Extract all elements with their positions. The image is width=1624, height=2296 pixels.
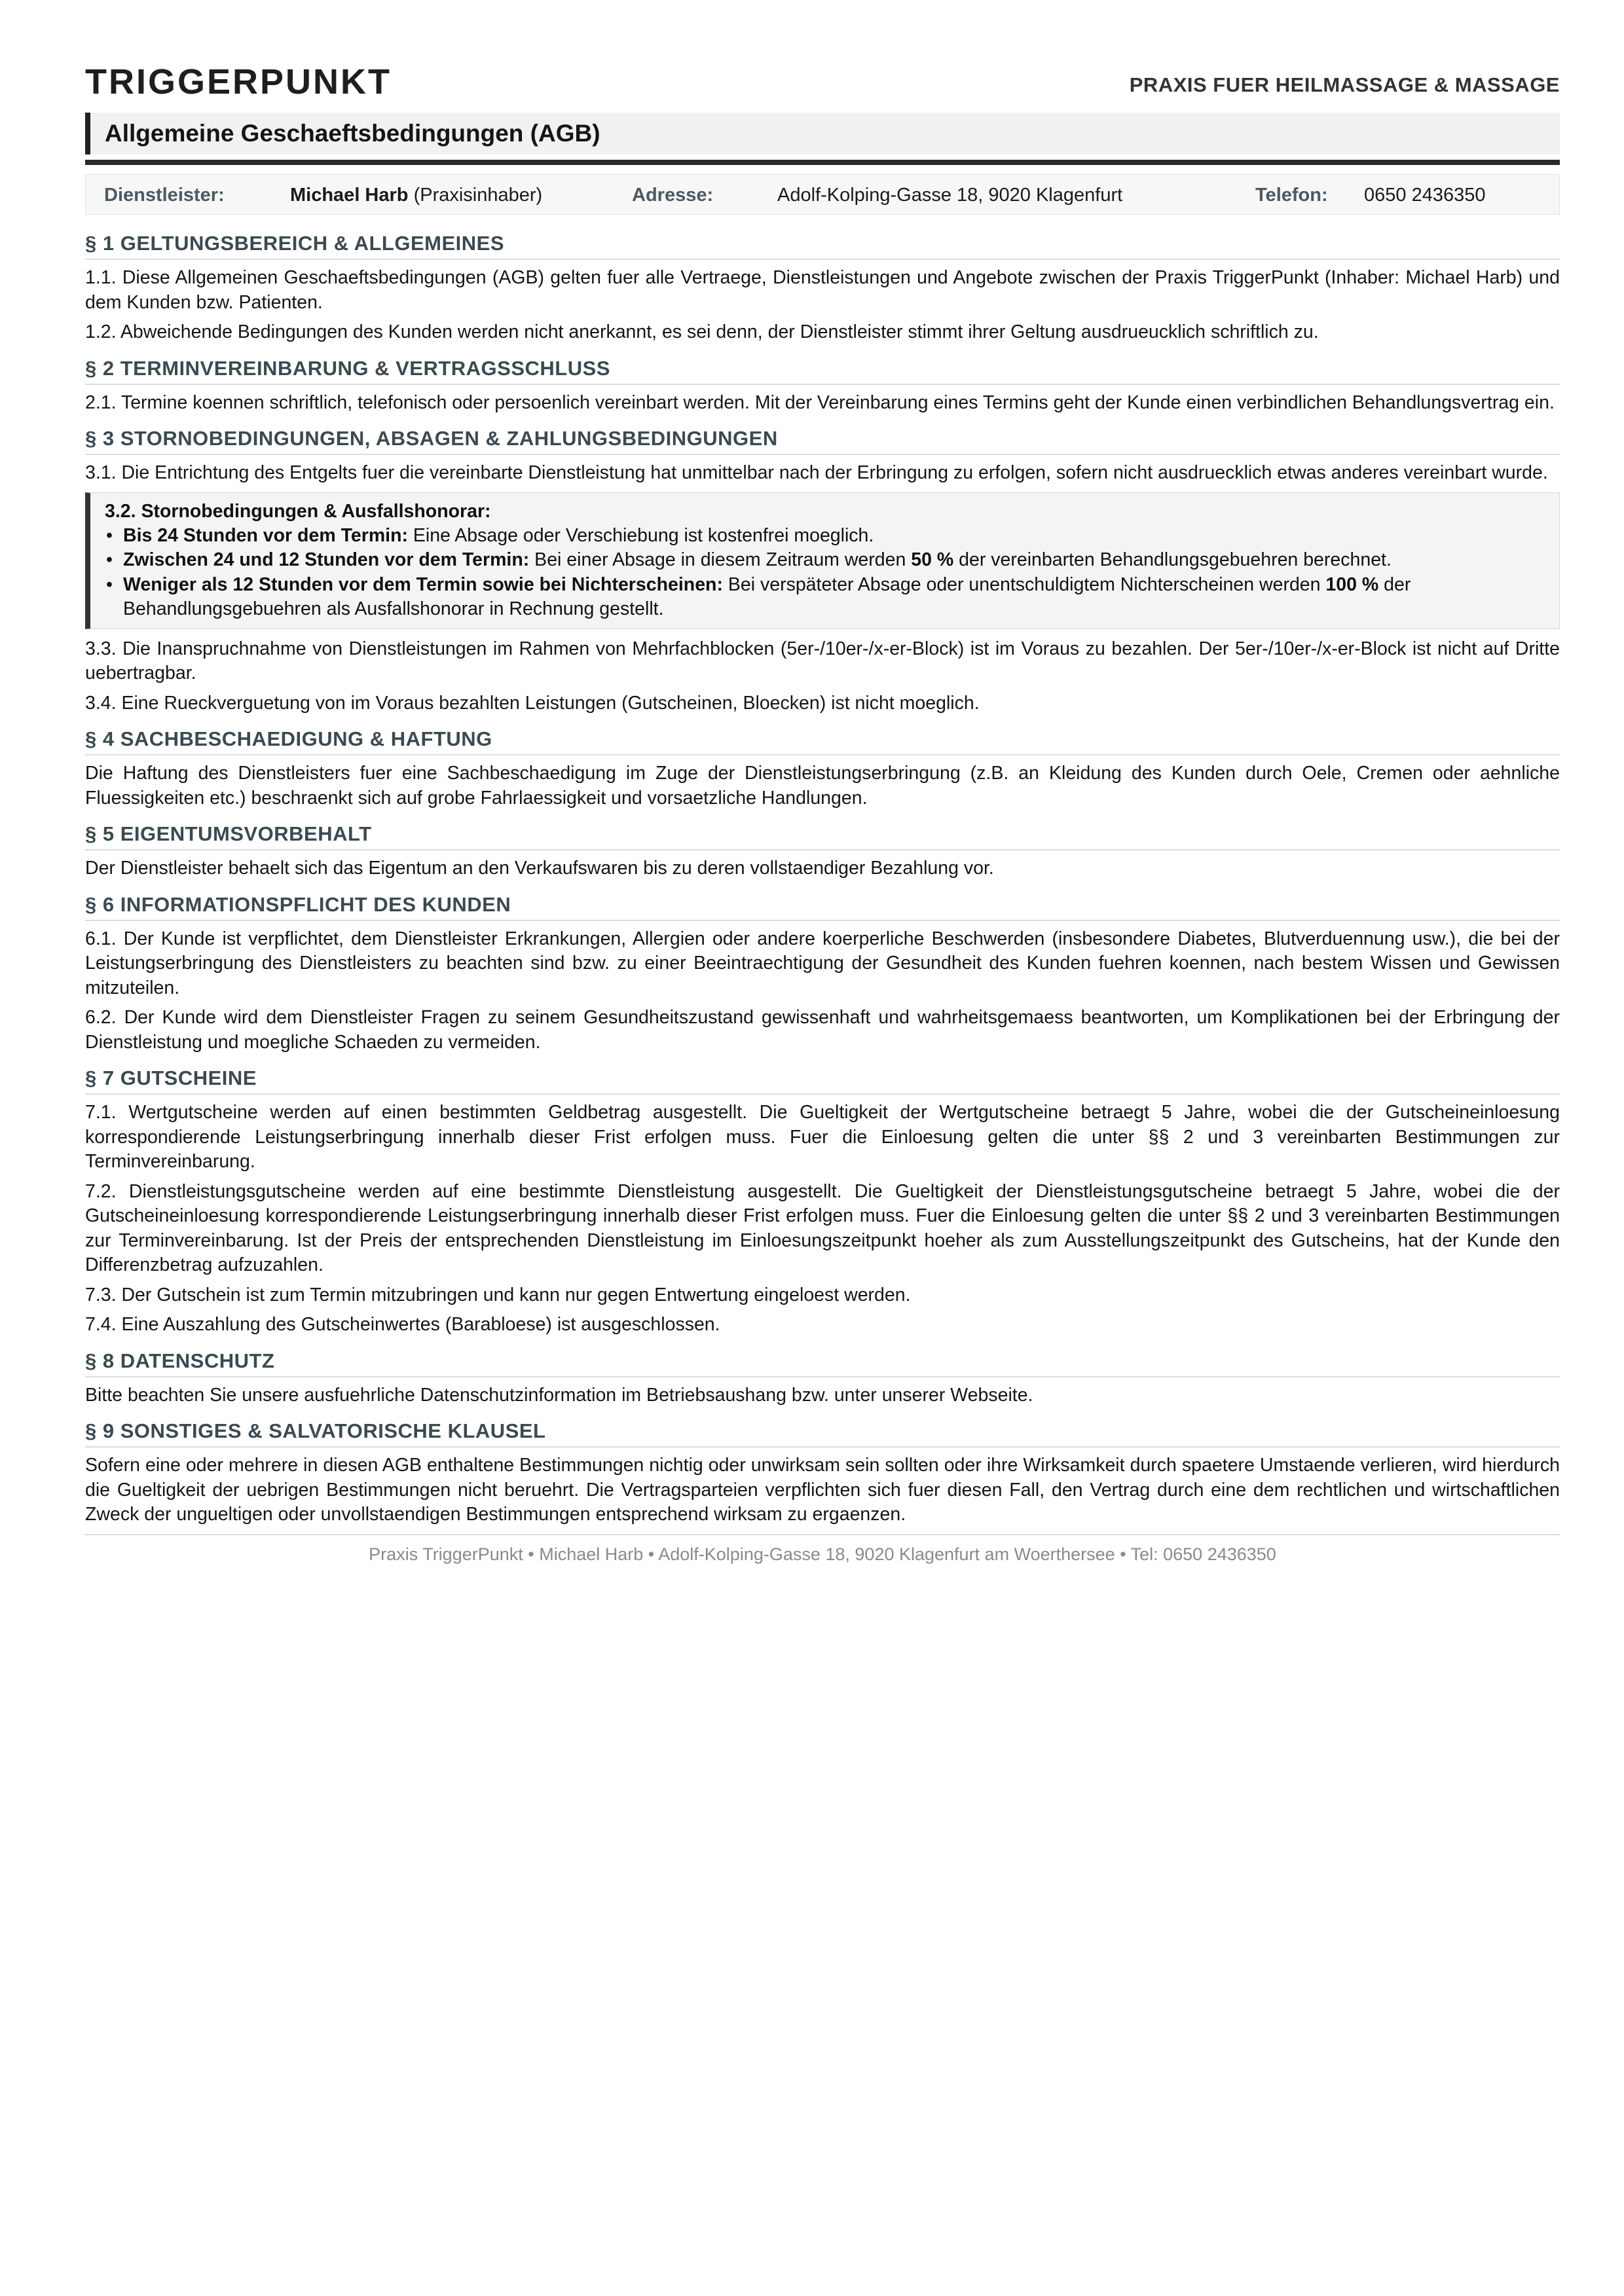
section-4-heading: § 4 SACHBESCHAEDIGUNG & HAFTUNG xyxy=(85,727,1560,756)
paragraph-7-3: 7.3. Der Gutschein ist zum Termin mitzubringen und kann nur gegen Entwertung eingeloest werden. xyxy=(85,1284,911,1305)
rule-timeframe: Weniger als 12 Stunden vor dem Termin sowie bei Nichterscheinen: xyxy=(123,574,723,595)
paragraph-1-1: 1.1. Diese Allgemeinen Geschaeftsbedingungen (AGB) gelten fuer alle Vertraege, Dienstleistungen und Angebote zwischen der Praxis TriggerPunkt (Inhaber: Michael Harb) und dem Kunden bzw. Patienten. xyxy=(85,267,1560,313)
paragraph-4: Die Haftung des Dienstleisters fuer eine Sachbeschaedigung im Zuge der Dienstleistungserbringung (z.B. an Kleidung des Kunden durch Oele, Cremen oder aehnliche Fluessigkeiten etc.) beschraenkt sich auf grobe Fahrlaessigkeit und vorsaetzliche Handlungen. xyxy=(85,763,1560,809)
document-page xyxy=(85,52,1560,1565)
section-1-heading: § 1 GELTUNGSBEREICH & ALLGEMEINES xyxy=(85,232,1560,260)
rule-text: Bei verspäteter Absage oder unentschuldigtem Nichterscheinen werden xyxy=(722,574,1326,595)
document-header xyxy=(85,52,1560,100)
paragraph-7-2: 7.2. Dienstleistungsgutscheine werden auf eine bestimmte Dienstleistung ausgestellt. Die Gueltigkeit der Dienstleistungsgutscheine betraegt 5 Jahre, wobei die der Gutscheineinloesung korrespondierende Leistungserbringung innerhalb dieser Frist erfolgen muss. Fuer die Einloesung gelten die unter §§ 2 und 3 vereinbarten Bestimmungen zur Terminvereinbarung. Ist der Preis der entsprechenden Dienstleistung im Einloesungszeitpunkt hoeher als zum Ausstellungszeitpunkt des Gutscheins, hat der Kunde den Differenzbetrag aufzuzahlen. xyxy=(85,1180,1560,1275)
bullet-icon: • xyxy=(106,574,113,595)
provider-value xyxy=(290,185,542,206)
rule-timeframe: Zwischen 24 und 12 Stunden vor dem Termin: xyxy=(123,549,530,570)
section-8-heading: § 8 DATENSCHUTZ xyxy=(85,1349,1560,1377)
paragraph-6-2: 6.2. Der Kunde wird dem Dienstleister Fragen zu seinem Gesundheitszustand gewissenhaft und wahrheitsgemaess beantworten, um Komplikationen bei der Erbringung der Dienstleistung und moegliche Schaeden zu vermeiden. xyxy=(85,1007,1560,1053)
paragraph-9: Sofern eine oder mehrere in diesen AGB enthaltene Bestimmungen nichtig oder unwirksam sein sollten oder ihre Wirksamkeit durch spaetere Umstaende verlieren, wird hierdurch die Gueltigkeit der uebrigen Bestimmungen nicht beruehrt. Die Vertragsparteien verpflichten sich fuer diesen Fall, den Vertrag durch eine dem rechtlichen und wirtschaftlichen Zweck der ungueltigen oder unvollstaendigen Bestimmungen entsprechend wirksam zu ergaenzen. xyxy=(85,1455,1560,1525)
brand-name: TRIGGERPUNKT xyxy=(85,62,392,101)
page-footer: Praxis TriggerPunkt • Michael Harb • Adolf-Kolping-Gasse 18, 9020 Klagenfurt am Woerthersee • Tel: 0650 2436350 xyxy=(369,1544,1276,1564)
paragraph-3-3: 3.3. Die Inanspruchnahme von Dienstleistungen im Rahmen von Mehrfachblocken (5er-/10er-/x-er-Block) ist im Voraus zu bezahlen. Der 5er-/10er-/x-er-Block ist nicht auf Dritte uebertragbar. xyxy=(85,638,1560,683)
section-5-heading: § 5 EIGENTUMSVORBEHALT xyxy=(85,822,1560,850)
cancellation-rule-item xyxy=(105,548,1547,573)
cancellation-rule-item xyxy=(105,573,1547,622)
phone-value: 0650 2436350 xyxy=(1364,185,1486,206)
rule-text: Bei einer Absage in diesem Zeitraum werden xyxy=(529,549,912,570)
paragraph-7-4: 7.4. Eine Auszahlung des Gutscheinwertes (Barabloese) ist ausgeschlossen. xyxy=(85,1314,720,1335)
paragraph-2-1: 2.1. Termine koennen schriftlich, telefonisch oder persoenlich vereinbart werden. Mit der Vereinbarung eines Termins geht der Kunde einen verbindlichen Behandlungsvertrag ein. xyxy=(85,392,1555,413)
paragraph-3-4: 3.4. Eine Rueckverguetung von im Voraus bezahlten Leistungen (Gutscheinen, Bloecken) ist nicht moeglich. xyxy=(85,692,980,714)
rule-text: Eine Absage oder Verschiebung ist kostenfrei moeglich. xyxy=(407,524,874,546)
cancellation-rule-item xyxy=(105,524,1547,549)
provider-label: Dienstleister: xyxy=(104,185,225,206)
paragraph-8: Bitte beachten Sie unsere ausfuehrliche Datenschutzinformation im Betriebsaushang bzw. unter unserer Webseite. xyxy=(85,1384,1033,1406)
provider-info-bar xyxy=(85,174,1560,215)
rule-text-tail: der Behandlungsgebuehren als Ausfallshonorar in Rechnung gestellt. xyxy=(123,574,1411,619)
rule-timeframe: Bis 24 Stunden vor dem Termin: xyxy=(123,524,408,546)
cancellation-terms-box xyxy=(85,492,1560,629)
terms-body xyxy=(85,232,1560,1565)
paragraph-3-1: 3.1. Die Entrichtung des Entgelts fuer die vereinbarte Dienstleistung hat unmittelbar nach der Erbringung zu erfolgen, sofern nicht ausdruecklich etwas anderes vereinbart wurde. xyxy=(85,462,1548,483)
section-6-heading: § 6 INFORMATIONSPFLICHT DES KUNDEN xyxy=(85,893,1560,921)
paragraph-7-1: 7.1. Wertgutscheine werden auf einen bestimmten Geldbetrag ausgestellt. Die Gueltigkeit der Wertgutscheine betraegt 5 Jahre, wobei die der Gutscheineinloesung korrespondierende Leistungserbringung innerhalb dieser Frist erfolgen muss. Fuer die Einloesung gelten die unter §§ 2 und 3 vereinbarten Bestimmungen zur Terminvereinbarung. xyxy=(85,1102,1560,1172)
section-7-heading: § 7 GUTSCHEINE xyxy=(85,1066,1560,1095)
bullet-icon: • xyxy=(106,524,113,546)
practice-subtitle: PRAXIS FUER HEILMASSAGE & MASSAGE xyxy=(1129,73,1560,96)
rule-text-tail: der vereinbarten Behandlungsgebuehren berechnet. xyxy=(953,549,1392,570)
paragraph-1-2: 1.2. Abweichende Bedingungen des Kunden werden nicht anerkannt, es sei denn, der Dienstleister stimmt ihrer Geltung ausdrueucklich schriftlich zu. xyxy=(85,321,1319,342)
phone-label: Telefon: xyxy=(1255,185,1328,206)
section-2-heading: § 2 TERMINVEREINBARUNG & VERTRAGSSCHLUSS xyxy=(85,357,1560,385)
footer-divider xyxy=(85,1534,1560,1535)
cancellation-terms-title: 3.2. Stornobedingungen & Ausfallshonorar: xyxy=(105,500,491,522)
section-3-heading: § 3 STORNOBEDINGUNGEN, ABSAGEN & ZAHLUNGSBEDINGUNGEN xyxy=(85,427,1560,455)
bullet-icon: • xyxy=(106,549,113,570)
section-9-heading: § 9 SONSTIGES & SALVATORISCHE KLAUSEL xyxy=(85,1419,1560,1448)
address-label: Adresse: xyxy=(632,185,714,206)
rule-percentage: 50 % xyxy=(911,549,954,570)
provider-name: Michael Harb xyxy=(290,185,409,206)
document-title-bar xyxy=(85,113,1560,155)
paragraph-6-1: 6.1. Der Kunde ist verpflichtet, dem Dienstleister Erkrankungen, Allergien oder andere koerperliche Beschwerden (insbesondere Diabetes, Blutverduennung usw.), die bei der Leistungserbringung des Dienstleisters zu beachten sind bzw. zu einer Beeintraechtigung der Gesundheit des Kunden fuehren koennen, nach bestem Wissen und Gewissen mitzuteilen. xyxy=(85,928,1560,998)
paragraph-5: Der Dienstleister behaelt sich das Eigentum an den Verkaufswaren bis zu deren vollstaendiger Bezahlung vor. xyxy=(85,858,994,879)
provider-role: (Praxisinhaber) xyxy=(413,185,543,206)
address-value: Adolf-Kolping-Gasse 18, 9020 Klagenfurt xyxy=(777,185,1123,206)
document-title: Allgemeine Geschaeftsbedingungen (AGB) xyxy=(105,120,600,147)
rule-percentage: 100 % xyxy=(1325,574,1379,595)
title-divider xyxy=(85,160,1560,165)
